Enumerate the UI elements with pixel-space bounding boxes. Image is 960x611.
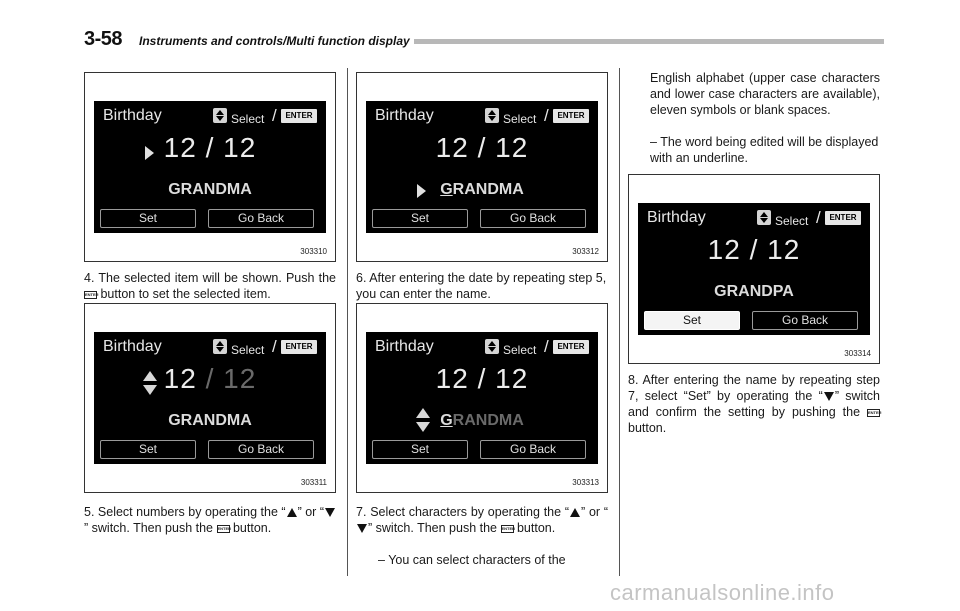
screen-title: Birthday [647, 209, 706, 226]
enter-icon: ENTER [553, 109, 589, 123]
display-screen [366, 101, 598, 233]
column-divider [347, 68, 348, 576]
slash: / [272, 106, 277, 125]
go-back-button: Go Back [480, 440, 586, 459]
select-label: Select [231, 343, 265, 357]
updown-switch-icon [213, 108, 227, 123]
select-label: Select [503, 112, 537, 126]
date-display [638, 234, 870, 266]
editing-character: G [440, 412, 453, 429]
note-continuation: English alphabet (upper case characters and lower case characters are available), eleven symbols or blank spaces. [650, 71, 880, 117]
slash: / [816, 208, 821, 227]
down-triangle-icon [325, 508, 335, 517]
updown-switch-icon [485, 108, 499, 123]
date-separator: / [205, 132, 215, 163]
screen-title: Birthday [103, 107, 162, 124]
date-separator: / [749, 234, 759, 265]
display-screen [94, 332, 326, 464]
enter-icon: ENTER [281, 340, 317, 354]
display-screen [366, 332, 598, 464]
date-display [366, 363, 598, 395]
select-label: Select [775, 214, 809, 228]
month: 12 [163, 363, 197, 394]
set-button: Set [372, 440, 468, 459]
date-display [94, 363, 326, 395]
figure-303313 [356, 303, 608, 493]
set-button: Set [100, 440, 196, 459]
figure-303311 [84, 303, 336, 493]
header-rule [414, 39, 884, 44]
month: 12 [707, 234, 741, 265]
editing-character: G [440, 181, 453, 198]
go-back-button: Go Back [480, 209, 586, 228]
name-display: GRANDMA [440, 181, 524, 198]
figure-code: 303313 [572, 478, 599, 487]
select-label: Select [231, 112, 265, 126]
slash: / [544, 106, 549, 125]
enter-button-icon: ENTER [868, 409, 882, 415]
step-8-text: 8. After entering the name by repeating step 7, select “Set” by operating the “ ” switch and confirm the setting by pushing the ENTER button. [628, 373, 882, 435]
updown-switch-icon [485, 339, 499, 354]
enter-icon: ENTER [553, 340, 589, 354]
go-back-button: Go Back [208, 440, 314, 459]
set-button: Set [100, 209, 196, 228]
set-button-selected: Set [644, 311, 740, 330]
name-display: GRANDMA [168, 412, 252, 429]
month: 12 [435, 363, 469, 394]
day: 12 [223, 363, 257, 394]
step-7-note: – You can select characters of the [378, 553, 566, 567]
step-7-text: 7. Select characters by operating the “ ” or “” switch. Then push the ENTER button. [356, 505, 608, 535]
go-back-button: Go Back [752, 311, 858, 330]
step-6-text: 6. After entering the date by repeating step 5, you can enter the name. [356, 271, 607, 301]
slash: / [272, 337, 277, 356]
date-display [366, 132, 598, 164]
figure-code: 303314 [844, 349, 871, 358]
up-triangle-icon [570, 508, 580, 517]
down-triangle-icon [357, 524, 367, 533]
underline-note: – The word being edited will be displayed with an underline. [650, 135, 879, 165]
figure-303310 [84, 72, 336, 262]
date-separator: / [205, 363, 215, 394]
figure-303314 [628, 174, 880, 364]
section-title: Instruments and controls/Multi function display [139, 34, 410, 48]
figure-code: 303312 [572, 247, 599, 256]
day: 12 [767, 234, 801, 265]
enter-icon: ENTER [281, 109, 317, 123]
name-display: GRANDPA [714, 283, 794, 300]
step-4-text: 4. The selected item will be shown. Push the ENTER button to set the selected item. [84, 271, 336, 301]
figure-303312 [356, 72, 608, 262]
go-back-button: Go Back [208, 209, 314, 228]
figure-code: 303311 [300, 478, 327, 487]
enter-button-icon: ENTER [217, 525, 232, 531]
figure-code: 303310 [300, 247, 327, 256]
screen-title: Birthday [103, 338, 162, 355]
month: 12 [163, 132, 197, 163]
day: 12 [495, 132, 529, 163]
name-display: GRANDMA [168, 181, 252, 198]
down-triangle-icon [824, 392, 834, 401]
column-divider [619, 68, 620, 576]
enter-icon: ENTER [825, 211, 861, 225]
watermark: carmanualsonline.info [610, 580, 835, 605]
select-label: Select [503, 343, 537, 357]
display-screen [638, 203, 870, 335]
updown-switch-icon [213, 339, 227, 354]
name-display: GRANDMA [440, 412, 524, 429]
up-triangle-icon [287, 508, 297, 517]
page-number: 3-58 [84, 28, 123, 50]
month: 12 [435, 132, 469, 163]
day: 12 [495, 363, 529, 394]
date-display [94, 132, 326, 164]
date-separator: / [477, 132, 487, 163]
day: 12 [223, 132, 257, 163]
set-button: Set [372, 209, 468, 228]
enter-button-icon: ENTER [85, 291, 99, 297]
screen-title: Birthday [375, 107, 434, 124]
screen-title: Birthday [375, 338, 434, 355]
slash: / [544, 337, 549, 356]
step-5-text: 5. Select numbers by operating the “ ” or “” switch. Then push the ENTER button. [84, 504, 336, 536]
page-header [84, 28, 884, 52]
date-separator: / [477, 363, 487, 394]
enter-button-icon: ENTER [501, 525, 516, 531]
display-screen [94, 101, 326, 233]
updown-switch-icon [757, 210, 771, 225]
